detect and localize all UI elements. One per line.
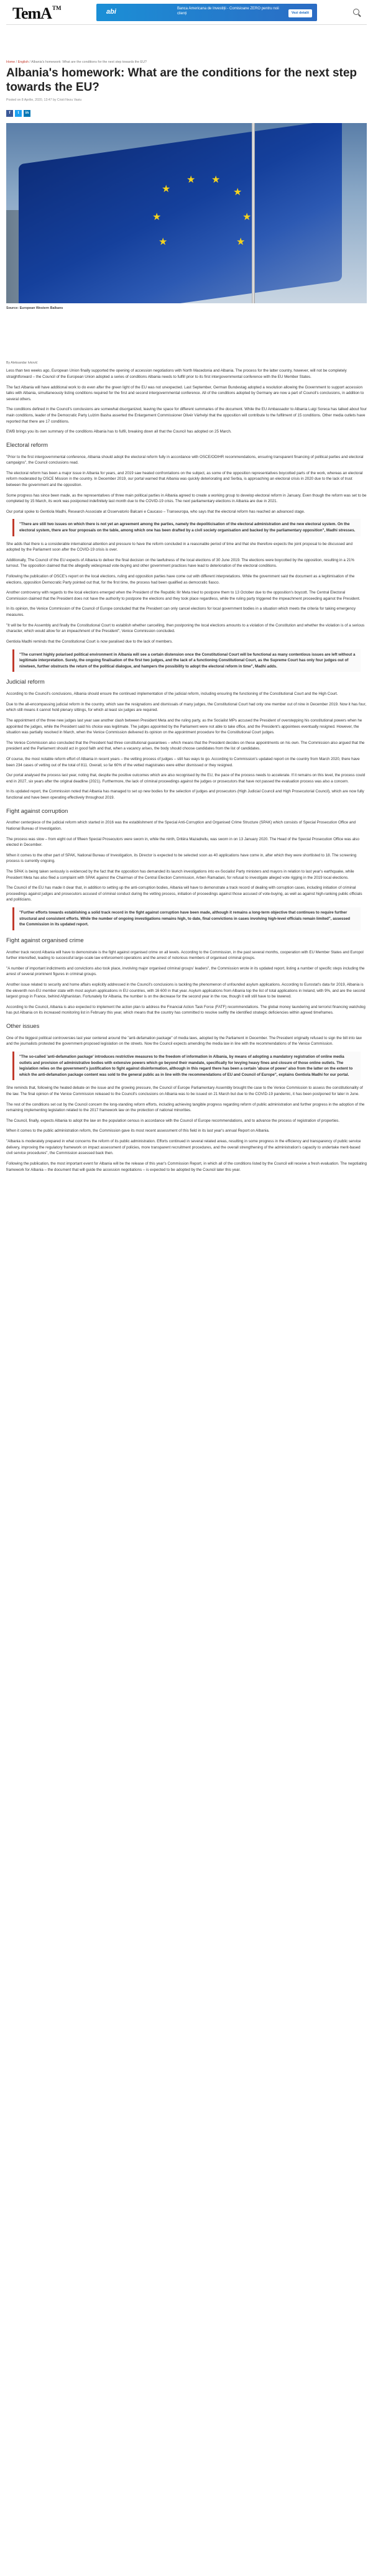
paragraph: Gentiola Madhi reminds that the Constitutional Court is now paralised due to the lack of members.: [6, 639, 173, 644]
linkedin-share-icon[interactable]: in: [24, 110, 30, 117]
paragraph: Less than two weeks ago, European Union finally supported the opening of accession negotiations with North Macedonia and Albania. The process for the latter country, however, will not be completely straightforward – the Council of the European Union adopted a series of conditions Albania needs to fulfill prior to its first intergovernmental conference with the EU Member States.: [6, 369, 347, 379]
breadcrumb-home[interactable]: Home: [6, 60, 16, 64]
paragraph: Another issue related to security and home affairs explicitly addressed in the Council's conclusions is tackling the phenomenon of unfounded asylum applications. According to Eurostat's data for 2019, Albania is the eleventh non-EU member state with most asylum applications in EU countries, with 16 600 in that year. Asylum applications from Albania top the list of total applications in Ireland, with 9%, and are the second largest group in France, behind Afghanistan. Fortunately for Albania, the number is on the decrease for the second year in the row, though it will still have to be lowered.: [6, 983, 366, 999]
byline: By Aleksandar Ivković: [6, 361, 38, 365]
ad-banner[interactable]: [96, 4, 317, 21]
paragraph: One of the biggest political controversies last year centered around the "anti-defamation package" of media laws, adopted by the Parliament in December. The President originally refused to sign the bill into law and the journalists protested the government-proposed legislation on the streets. Now the Council expects amending the media law in line with the recommendations of the Venice Commission.: [6, 1035, 362, 1047]
paragraph: According to the Council, Albania is also expected to implement the action plan to address the Financial Action Task Force (FATF) recommendations. The global money laundering and terrorist financing watchdog has put Albania on its increased monitoring list in February this year, which means that the country has committed to resolve swiftly the identified strategic deficiencies within agreed timeframes.: [6, 1004, 366, 1015]
paragraph: She adds that there is a considerable international attention and pressure to have the reform concluded in a reasonable period of time and that she therefore expects the joint proposal to be discussed and adopted by the Parliament soon after the COVID-19 crisis is over.: [6, 541, 352, 552]
section-heading: Fight against corruption: [6, 807, 68, 815]
paragraph: The Council of the EU has made it clear that, in addition to setting up the anti-corruption bodies, Albania will have to demonstrate a track record of dealing with corruption cases, including initiation of criminal proceedings against judges and prosecutors accused of criminal conduct during the vetting process, initiation of proceedings against those accused of vote-buying, as well as against high-ranking public officials and politicians.: [6, 886, 362, 902]
site-header: [6, 0, 367, 25]
page-title: Albania's homework: What are the conditions for the next step towards the EU?: [6, 66, 357, 94]
page: [0, 0, 373, 1191]
star-icon: ★: [186, 174, 196, 185]
paragraph: She reminds that, following the heated debate on the issue and the growing pressure, the Council of Europe Parliamentary Assembly brought the case to the Venice Commission to assess the constitutionality of the law. The final opinion of the Venice Commission released to the Council's conclusions on Albania was to be issued on 21 March but due to the COVID-19 pandemic, it has been postponed for later in June.: [6, 1086, 363, 1097]
paragraph: "Prior to the first intergovernmental conference, Albania should adopt the electoral reform fully in accordance with OSCE/ODIHR recommendations, ensuring transparent financing of political parties and electoral campaigns", the Council conclusions read.: [6, 454, 364, 465]
article-meta: Posted on 8 Aprilie, 2020, 13:47 by Cristi Nezu Vasiu: [6, 98, 82, 102]
twitter-share-icon[interactable]: t: [15, 110, 22, 117]
breadcrumb: Home / English / Albania's homework: What are the conditions for the next step towards the EU?: [6, 60, 147, 64]
paragraph: Due to the all-encompassing judicial reform in the country, which saw the resignations and dismissals of many judges, the Constitutional Court had only one member out of nine in December 2019. Now it has four, which still means it cannot hold plenary sittings, for which at least six judges are required.: [6, 702, 367, 713]
ad-text: Banca Americana de Investiții - Comisioane ZERO pentru noii clienți: [177, 7, 279, 16]
paragraph: Following the publication of OSCE's report on the local elections, ruling and opposition parties have come out with different interpretations. While the government said the document as a legitimisation of the elections, opposition Democratic Party pointed out that, for the first time, the process had been qualified as democratic fiasco.: [6, 574, 355, 585]
paragraph: Our portal spoke to Gentiola Madhi, Research Associate at Osservatorio Balcani e Caucaso – Transeuropa, who says that the electoral reform has reached an advanced stage.: [6, 509, 305, 514]
breadcrumb-section[interactable]: English: [17, 60, 29, 64]
paragraph: The Council, finally, expects Albania to adopt the law on the population census in accordance with the Council of Europe recommendations, and to advance the process of registration of properties.: [6, 1118, 340, 1123]
star-icon: ★: [211, 174, 221, 185]
ad-brand: abi: [106, 8, 116, 16]
star-icon: ★: [233, 186, 242, 198]
section-heading: Fight against organised crime: [6, 937, 84, 944]
pull-quote: "The current highly polarised political environment in Albania will see a certain distension once the Constitutional Court will be functional as many contentious issues are left without a legitimate interpretation. Surely, the ongoing finalisation of the first two judges, and the lack of a functioning Constitutional Court, as the Supreme Court has only four judges out of nineteen, further obstructs the return of the political dialogue, and hampers the possibility to adopt the electoral reform in time", Madhi adds.: [12, 649, 361, 672]
pull-quote: "There are still two issues on which there is not yet an agreement among the parties, namely the depoliticisation of the electoral administration and the new electoral system. On the electoral system, there are four proposals on the table, among which one has been drafted by a civil society organisation and backed by the parliamentary opposition", Madhi stresses.: [12, 519, 361, 536]
site-logo[interactable]: [12, 6, 61, 22]
star-icon: ★: [236, 236, 246, 247]
paragraph: The process was slow – from eight out of fifteen Special Prosecutors were sworn in, while the ninth, Dritëra Mazadrellu, was sworn in on 13 January 2020. The Head of the Special Prosecution Office was also elected in December.: [6, 837, 359, 848]
paragraph: "It will be for the Assembly and finally the Constitutional Court to establish whether cancelling, then postponing the local elections amounts to a violation of the Constitution and whether the violation is of a serious character, which would allow for an impeachment of the President", Venice Commission concluded.: [6, 623, 365, 634]
paragraph: "A number of important indictments and convictions also took place, involving major organised criminal groups' leaders", the Commission wrote in its updated report, listing a number of specific steps including the arrest of several prominent figures in criminal groups.: [6, 966, 365, 977]
breadcrumb-current: Albania's homework: What are the conditions for the next step towards the EU?: [31, 60, 147, 64]
article-body: [6, 368, 367, 1173]
paragraph: The SPAK is being taken seriously is evidenced by the fact that the opposition has demanded its launch investigations into ex-Socialist Party ministers and mayors in relation to last year's earthquake, while President Meta has also filed a complaint with SPAK against the Chairman of the Central Election Commission, Arben Ramadani, for refusal to investigate alleged vote rigging in the 2019 local elections.: [6, 869, 354, 880]
paragraph: When it comes to the other part of SPAK, National Bureau of Investigation, its Director is expected to be selected soon as 40 applications have come in, after which they were shortlisted to 18. The screening process is currently ongoing.: [6, 853, 357, 864]
share-bar: [6, 110, 367, 117]
star-icon: ★: [152, 211, 162, 222]
paragraph: The conditions defined in the Council's conclusions are somewhat disorganized, leaving the space for different summaries of the document. While the EU Ambassador to Albania Luigi Soreca has talked about four main conditions, leader of the Democratic Party Lulzim Basha asserted the Enlargement Commissioner Olivér Várhelyi that the opposition will contribute to the fulfilment of 15 conditions. Other media outlets have reported that there are 17 conditions.: [6, 407, 367, 424]
paragraph: According to the Council's conclusions, Albania should ensure the continued implementation of the judicial reform, including ensuring the functioning of the Constitutional Court and the High Court.: [6, 692, 338, 697]
paragraph: The Venice Commission also concluded that the President had three constitutional guarantees – which means that the President decides on these appointments on his own. The Commission also argued that the president and the Parliament should act in good faith and that, when a vacancy arises, the body should choose candidates from the list of candidates.: [6, 740, 365, 751]
paragraph: In its opinion, the Venice Commission of the Council of Europe concluded that the President can only cancel elections for local government bodies in a situation which meets the criteria for taking emergency measures.: [6, 607, 356, 618]
section-heading: Electoral reform: [6, 441, 48, 449]
paragraph: When it comes to the public administration reform, the Commission gave its most recent assessment of this field in its last year's annual Report on Albania.: [6, 1129, 270, 1134]
logo-text: TemA: [12, 4, 52, 22]
paragraph: The fact Albania will have additional work to do even after the green light of the EU was not unexpected. Last September, German Bundestag adopted a resolution allowing the Government to support accession talks with Albania, simultaneously listing conditions required for the first and second intergovernmental conference. All of the conditions adopted by Germany are now a part of Council's conclusions, in addition to several others.: [6, 385, 364, 401]
paragraph: EWB brings you its own summary of the conditions Albania has to fulfil, breaking down all that the Council has adopted on 25 March.: [6, 429, 232, 434]
flag-pole-graphic: [252, 123, 255, 303]
paragraph: Of course, the most notable reform effort of Albania in recent years – the vetting process of judges – still has ways to go. According to Commission's updated report on the country from March 2020, there have been 234 cases of vetting out of the total of 811. Overall, so far 60% of the vetted magistrates were either dismissed or they resigned.: [6, 756, 360, 768]
logo-suffix: TM: [52, 5, 62, 11]
paragraph: Another centerpiece of the judicial reform which started in 2016 was the establishment of the Special Anti-Corruption and Organised Crime Structure (SPAK) which consists of Special Prosecution Office and National Bureau of Investigation.: [6, 820, 356, 831]
pull-quote: "Further efforts towards establishing a solid track record in the fight against corruption have been made, although it remains a long-term objective that continues to require further structural and consistent efforts. While the number of ongoing investigations remains high, to date, final convictions in cases involving high-level officials remain limited", assessed the Commission in its updated report.: [12, 907, 361, 930]
paragraph: Another controversy with regards to the local elections emerged when the President of the Republic Ilir Meta tried to postpone them to 13 October due to the opposition's boycott. The Central Electoral Commission claimed that the President does not have the authority to postpone the elections and they took place regardless, while the ruling party triggered the impeachment proceeding against the President.: [6, 590, 361, 601]
paragraph: Our portal analysed the process last year, noting that, despite the positive outcomes which are also recognised by the EU, the pace of the process needs to accelerate. If it remains on this level, the process could end in 2027, six years after the original deadline (2021). Furthermore, the lack of criminal proceedings against the judges or prosecutors that have not passed the evaluation process was also a concern.: [6, 773, 366, 784]
paragraph: The appointment of the three new judges last year saw another clash between President Meta and the ruling party, as the Socialist MPs accused the President of overstepping his constitutional powers when he appointed the judges, while the President said his choice was legitimate. The judges appointed by the Parliament were not able to take office, and the President's appointees eventually resigned. However, the situation was partially resolved in March, when the Venice Commission delivered its opinion on the appointment procedure for the Constitutional Court judges.: [6, 718, 362, 735]
paragraph: Additionally, The Council of the EU expects of Albania to deliver the final decision on the lawfulness of the local elections of 30 June 2019. The elections were boycotted by the opposition, resulting in a 21% turnout. The opposition claimed that the allegedly widespread vote-buying and other government practices have lead to deterioration of the electoral conditions.: [6, 557, 354, 569]
star-icon: ★: [159, 236, 168, 247]
paragraph: Following the publication, the most important event for Albania will be the release of this year's Commission Report, in which all of the conditions listed by the Council will receive a fresh evaluation. The negotiating framework for Albania – the document that will guide the accession negotiations – is expected to be adopted by the Council later this year.: [6, 1161, 367, 1172]
ad-cta-button[interactable]: Vezi detalii: [288, 9, 312, 17]
pull-quote: "The so-called 'anti-defamation package' introduces restrictive measures to the freedom of information in Albania, by means of adopting a mandatory registration of online media outlets and provision of administrative bodies with extensive powers which go beyond their mandate, specifically for levying heavy fines and closure of those online outlets. The legislation relies on the government's justification to fight against disinformation, although in this regard there has been a certain 'abuse of power' also from the latter on the extent to which the anti-defamation package content was sold to the general public as in line with the recommendations of EU and Council of Europe", explains Gentiola Madhi for our portal.: [12, 1052, 361, 1080]
paragraph: The rest of the conditions set out by the Council concern the long-standing reform efforts, including achieving tangible progress regarding reform of public administration and further progress in the adoption of the remaining implementing legislation related to the 2017 framework law on the protection of national minorities.: [6, 1102, 365, 1113]
section-heading: Judicial reform: [6, 679, 45, 686]
paragraph: The electoral reform has been a major issue in Albania for years, and 2019 saw heated confrontations on the subject, as some of the opposition representatives boycotted parts of the work, whereas an electoral reform moderated by OSCE Mission in the country. In December 2019, our portal warned that Albania was quickly deteriorating and Serbia, is approaching an electoral crisis in 2020 due to the lack of trust between the government and the opposition.: [6, 470, 363, 487]
eu-flag-graphic: [19, 123, 342, 303]
star-icon: ★: [242, 211, 252, 222]
search-icon[interactable]: [353, 9, 359, 15]
image-caption: Source: European Western Balkans: [6, 306, 63, 310]
paragraph: In its updated report, the Commission noted that Albania has managed to set up new bodies for the selection of judges and prosecutors (High Judicial Council and High Prosecutorial Council), which are now fully functional and have been operating effectively throughout 2019.: [6, 789, 364, 800]
section-heading: Other issues: [6, 1023, 40, 1030]
paragraph: Some progress has since been made, as the representatives of three main political parties in Albania agreed to create a working group to develop electoral reform in January. Even though the reform was set to be completed by 15 March, its work was postponed indefinitely last month due to the COVID-19 crisis. The next parliamentary elections in Albania are due in 2021.: [6, 493, 367, 504]
star-icon: ★: [162, 183, 171, 195]
paragraph: Another track record Albania will have to demonstrate is the fight against organised crime on all levels. According to the Commission, in the past several months, cooperation with EU Member States and Europol further intensified, leading to successful large-scale law enforcement operations and the arrest of notorious members of organised criminal groups.: [6, 950, 364, 961]
facebook-share-icon[interactable]: f: [6, 110, 13, 117]
paragraph: "Albania is moderately prepared in what concerns the reform of its public administration. Efforts continued in several related areas, resulting in some progress in the efficiency and transparency of public service delivery, improving the regulatory framework on impact assessment of policies, more transparent recruitment procedures, and the overall strengthening of the administration's capacity to undertake merit-based civil service procedures", the Commission assessed back then.: [6, 1139, 361, 1156]
hero-image: [6, 123, 367, 303]
